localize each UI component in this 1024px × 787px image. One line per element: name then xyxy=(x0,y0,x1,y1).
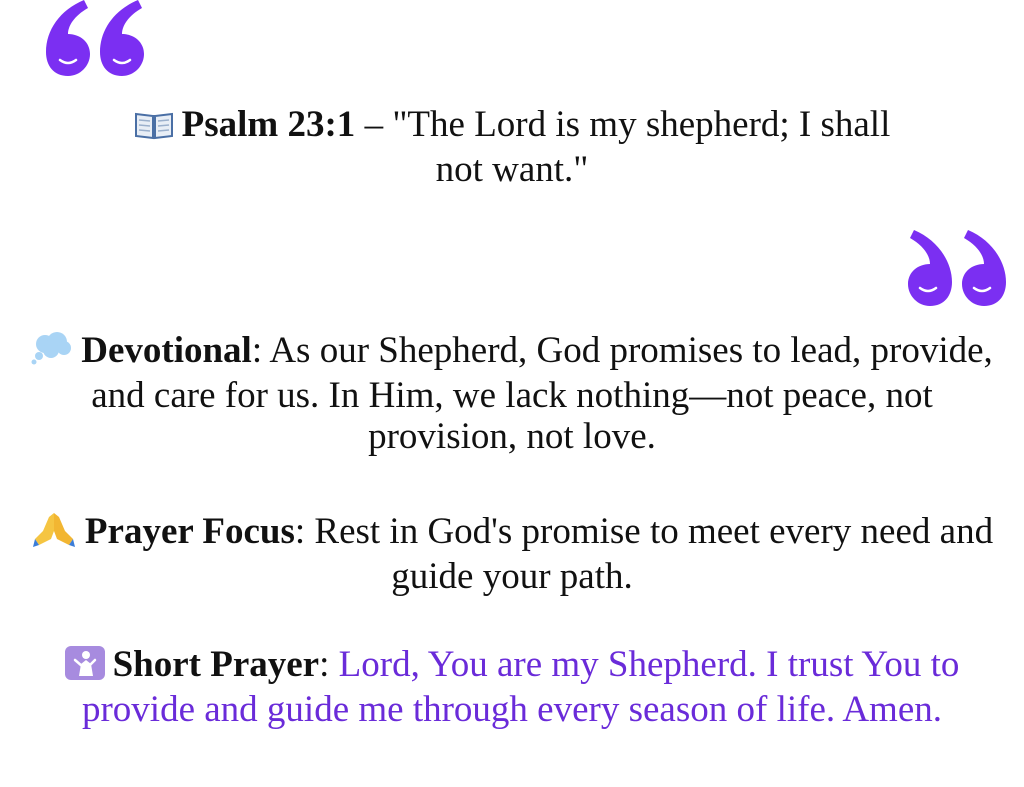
short-prayer-label: Short Prayer xyxy=(112,644,320,685)
verse-reference: Psalm 23:1 xyxy=(181,104,356,145)
prayer-focus-text: : Rest in God's promise to meet every need and guide your path. xyxy=(294,511,994,597)
short-prayer-block xyxy=(0,644,1024,730)
verse-block xyxy=(0,104,1024,190)
short-prayer-separator: : xyxy=(319,644,339,685)
devotional-block xyxy=(0,330,1024,457)
thought-bubble-icon xyxy=(31,332,73,375)
close-quote-mark-icon xyxy=(906,226,1006,306)
verse-text: – "The Lord is my shepherd; I shall not want." xyxy=(355,104,891,190)
devotional-text: : As our Shepherd, God promises to lead, provide, and care for us. In Him, we lack nothing—not peace, not provision, not love. xyxy=(91,330,993,457)
open-book-icon xyxy=(134,108,174,149)
prayer-focus-block xyxy=(0,509,1024,597)
prayer-focus-label: Prayer Focus xyxy=(84,511,295,552)
devotional-label: Devotional xyxy=(81,330,252,371)
short-prayer-text: Lord, You are my Shepherd. I trust You to provide and guide me through every season of life. Amen. xyxy=(81,644,960,730)
open-quote-mark-icon xyxy=(46,0,146,76)
person-praying-icon xyxy=(65,646,105,689)
praying-hands-icon xyxy=(31,509,77,556)
